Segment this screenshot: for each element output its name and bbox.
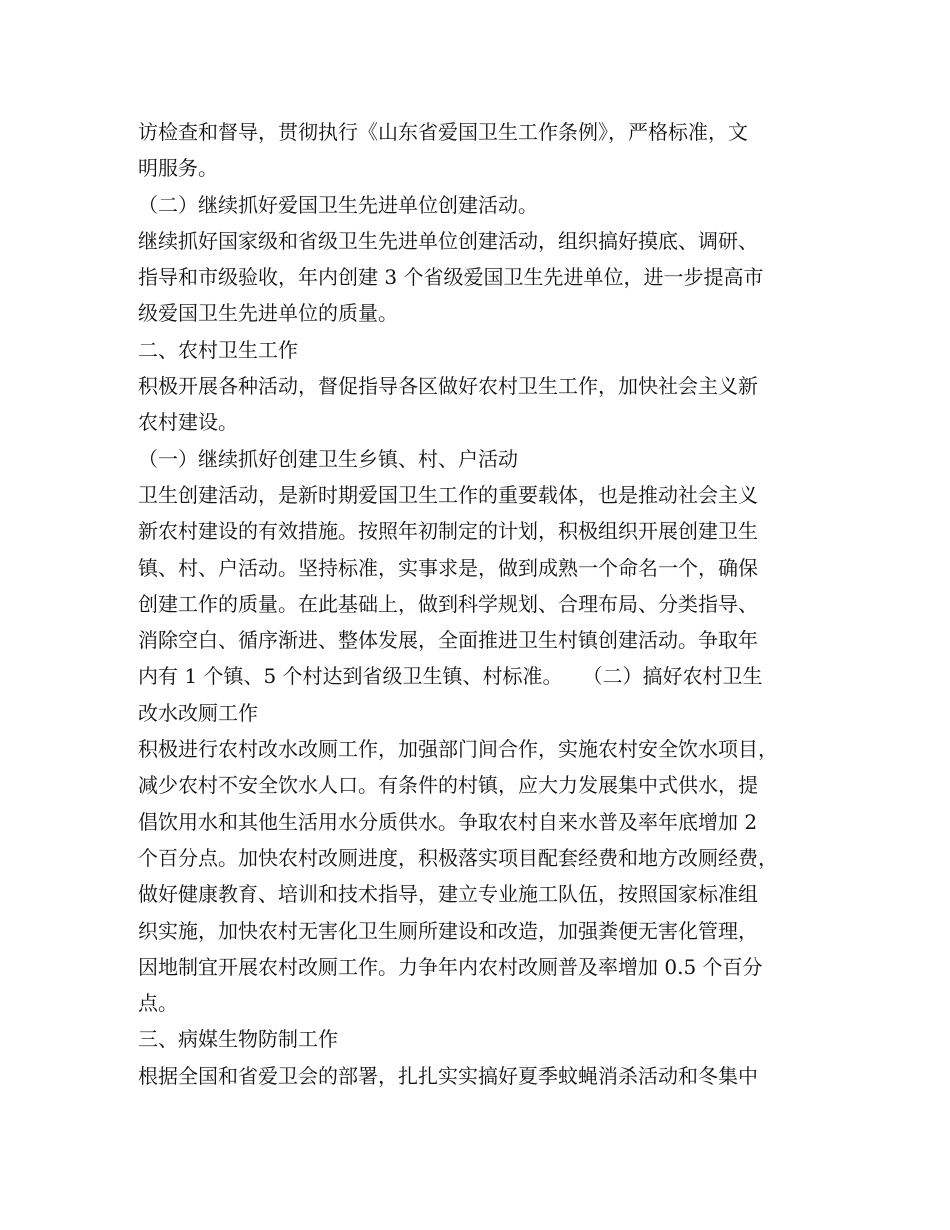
text-line: 明服务。 bbox=[138, 156, 218, 181]
text-line: 根据全国和省爱卫会的部署，扎扎实实搞好夏季蚊蝇消杀活动和冬集中 bbox=[138, 1063, 758, 1088]
text-line: 内有 1 个镇、5 个村达到省级卫生镇、村标准。 （二）搞好农村卫生 bbox=[138, 664, 763, 689]
text-line: 做好健康教育、培训和技术指导，建立专业施工队伍，按照国家标准组 bbox=[138, 882, 758, 907]
text-line: 指导和市级验收，年内创建 3 个省级爱国卫生先进单位，进一步提高市 bbox=[138, 265, 764, 290]
text-line: 因地制宜开展农村改厕工作。力争年内农村改厕普及率增加 0.5 个百分 bbox=[138, 954, 763, 979]
text-line: 访检查和督导，贯彻执行《山东省爱国卫生工作条例》，严格标准，文 bbox=[138, 120, 748, 144]
text-line: 新农村建设的有效措施。按照年初制定的计划，积极组织开展创建卫生 bbox=[138, 519, 758, 544]
text-line: 织实施，加快农村无害化卫生厕所建设和改造，加强粪便无害化管理， bbox=[138, 918, 758, 943]
text-line: 创建工作的质量。在此基础上，做到科学规划、合理布局、分类指导、 bbox=[138, 591, 758, 616]
text-line: 继续抓好国家级和省级卫生先进单位创建活动，组织搞好摸底、调研、 bbox=[138, 228, 758, 253]
text-line: 消除空白、循序渐进、整体发展，全面推进卫生村镇创建活动。争取年 bbox=[138, 628, 758, 653]
text-line: 积极开展各种活动，督促指导各区做好农村卫生工作，加快社会主义新 bbox=[138, 374, 758, 399]
text-line: 级爱国卫生先进单位的质量。 bbox=[138, 301, 398, 326]
text-line: 个百分点。加快农村改厕进度，积极落实项目配套经费和地方改厕经费， bbox=[138, 845, 778, 870]
text-line: 积极进行农村改水改厕工作，加强部门间合作，实施农村安全饮水项目， bbox=[138, 737, 778, 762]
text-line: 农村建设。 bbox=[138, 410, 238, 435]
section-heading: 三、病媒生物防制工作 bbox=[138, 1027, 338, 1052]
section-heading: 二、农村卫生工作 bbox=[138, 337, 298, 362]
document-body bbox=[138, 114, 828, 1094]
section-heading: （二）继续抓好爱国卫生先进单位创建活动。 bbox=[138, 192, 538, 217]
text-line: 点。 bbox=[138, 991, 178, 1016]
text-line: 减少农村不安全饮水人口。有条件的村镇，应大力发展集中式供水，提 bbox=[138, 773, 758, 798]
text-line: 改水改厕工作 bbox=[138, 700, 258, 725]
text-line: 卫生创建活动，是新时期爱国卫生工作的重要载体，也是推动社会主义 bbox=[138, 482, 758, 507]
text-line: 镇、村、户活动。坚持标准，实事求是，做到成熟一个命名一个，确保 bbox=[138, 555, 758, 580]
section-heading: （一）继续抓好创建卫生乡镇、村、户活动 bbox=[138, 446, 518, 471]
text-line: 倡饮用水和其他生活用水分质供水。争取农村自来水普及率年底增加 2 bbox=[138, 809, 758, 834]
